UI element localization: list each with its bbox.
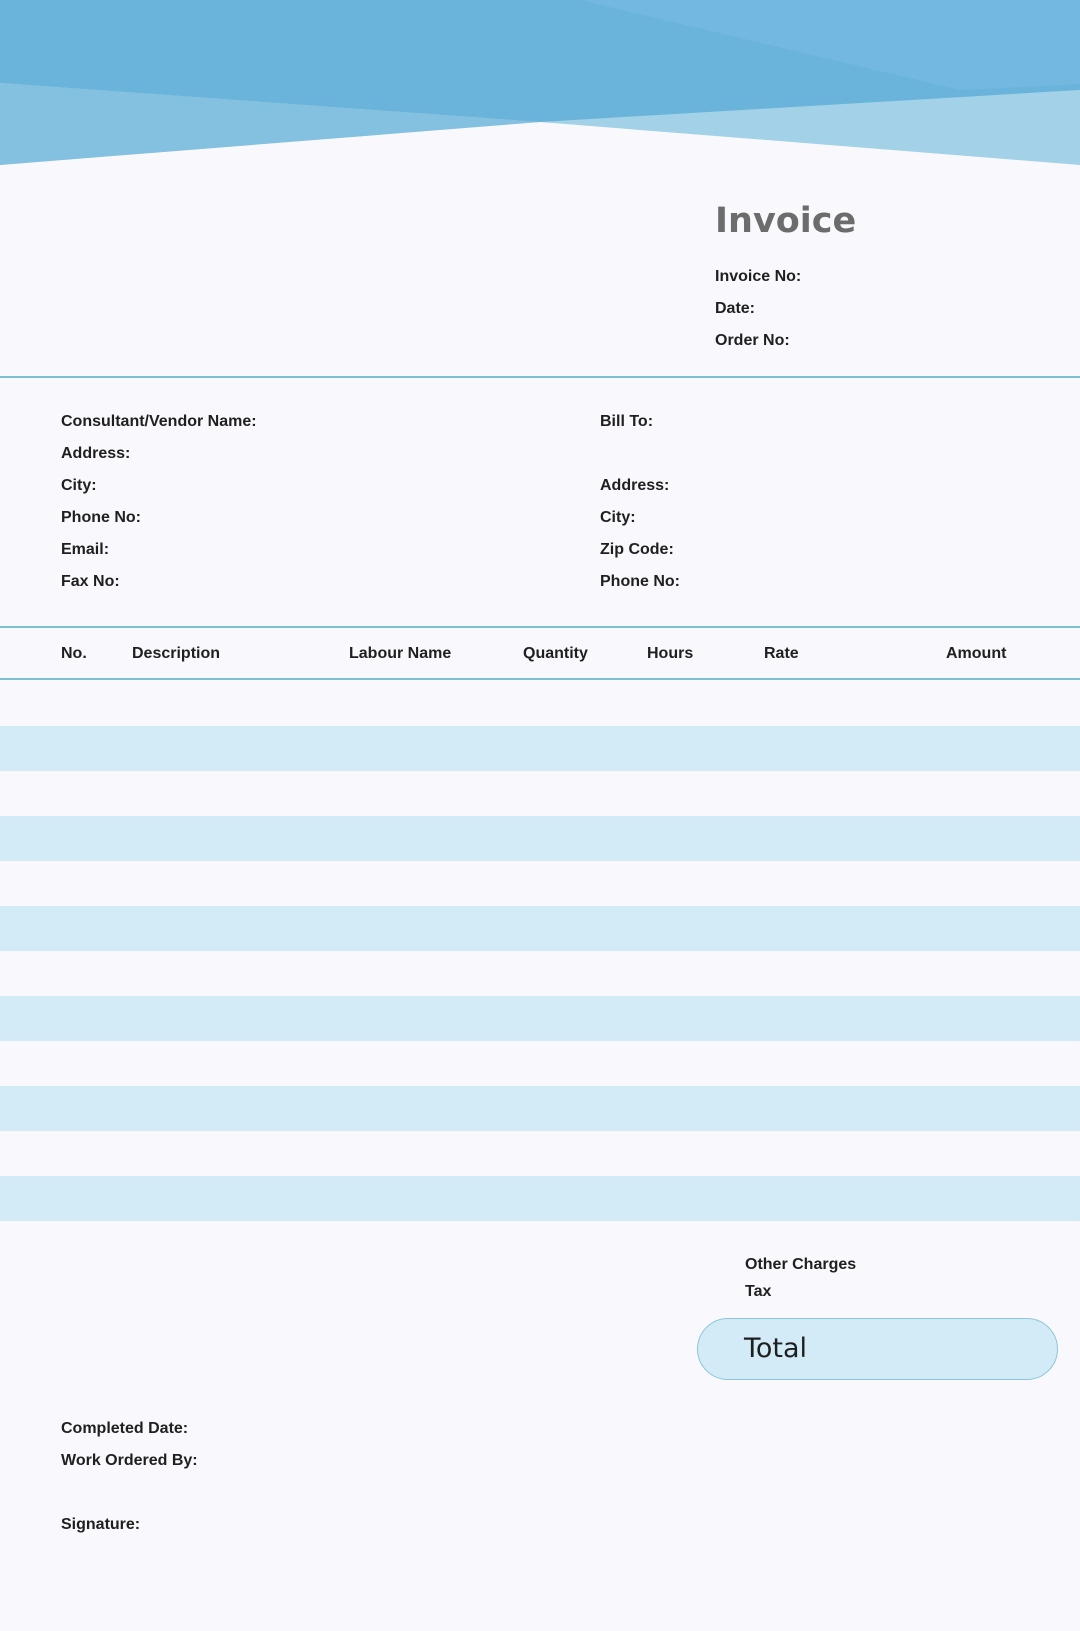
- column-header-no: No.: [61, 645, 87, 662]
- bill-to-spacer: [600, 438, 680, 470]
- divider-top: [0, 376, 1080, 378]
- work-ordered-by-label: Work Ordered By:: [61, 1452, 198, 1469]
- table-row: [0, 906, 1080, 951]
- column-header-description: Description: [132, 645, 221, 662]
- table-row: [0, 1176, 1080, 1221]
- table-row: [0, 861, 1080, 906]
- other-charges-label: Other Charges: [745, 1256, 857, 1273]
- invoice-title-block: [715, 200, 856, 357]
- table-row: [0, 1131, 1080, 1176]
- footer-spacer: [61, 1477, 198, 1509]
- order-number-label: Order No:: [715, 332, 790, 349]
- invoice-meta: [715, 261, 856, 357]
- column-header-rate: Rate: [764, 645, 799, 662]
- bill-to-city-label: City:: [600, 509, 636, 526]
- vendor-name-label: Consultant/Vendor Name:: [61, 413, 257, 430]
- table-header: [0, 629, 1080, 679]
- table-row: [0, 681, 1080, 726]
- table-row: [0, 951, 1080, 996]
- column-header-amount: Amount: [946, 645, 1007, 662]
- summary-block: [745, 1251, 856, 1305]
- invoice-date-label: Date:: [715, 300, 756, 317]
- vendor-details: [61, 406, 257, 598]
- footer-block: [61, 1413, 198, 1541]
- bill-to-title: Bill To:: [600, 413, 654, 430]
- table-row: [0, 771, 1080, 816]
- vendor-city-label: City:: [61, 477, 97, 494]
- bill-to-phone-label: Phone No:: [600, 573, 680, 590]
- vendor-fax-label: Fax No:: [61, 573, 120, 590]
- header-banner: [0, 0, 1080, 170]
- table-row: [0, 1086, 1080, 1131]
- completed-date-label: Completed Date:: [61, 1420, 189, 1437]
- column-header-hours: Hours: [647, 645, 694, 662]
- table-row: [0, 1041, 1080, 1086]
- vendor-address-label: Address:: [61, 445, 131, 462]
- total-label: Total: [744, 1333, 808, 1364]
- bill-to-details: [600, 406, 680, 598]
- table-row: [0, 726, 1080, 771]
- total-box: [697, 1318, 1058, 1380]
- divider-table-top: [0, 626, 1080, 628]
- divider-table-header: [0, 678, 1080, 680]
- column-header-labour-name: Labour Name: [349, 645, 452, 662]
- bill-to-address-label: Address:: [600, 477, 670, 494]
- invoice-number-label: Invoice No:: [715, 268, 802, 285]
- table-row: [0, 816, 1080, 861]
- table-row: [0, 996, 1080, 1041]
- signature-label: Signature:: [61, 1516, 141, 1533]
- column-header-quantity: Quantity: [523, 645, 588, 662]
- page-title: Invoice: [715, 201, 857, 241]
- table-body: [0, 681, 1080, 1221]
- tax-label: Tax: [745, 1283, 772, 1300]
- vendor-phone-label: Phone No:: [61, 509, 141, 526]
- vendor-email-label: Email:: [61, 541, 110, 558]
- bill-to-zip-label: Zip Code:: [600, 541, 674, 558]
